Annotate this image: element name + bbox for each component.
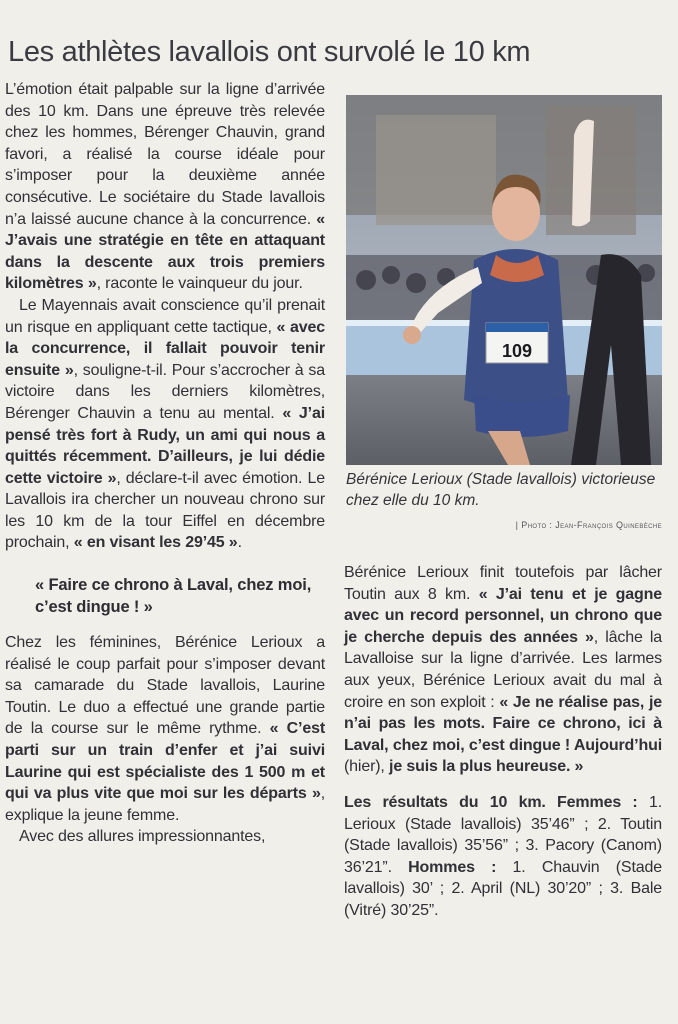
paragraph-women (5, 632, 325, 826)
body-text: , souligne-t-il. Pour s’accrocher à sa victoire dans les derniers kilomètres, Bérenger Chauvin a tenu au mental. (5, 361, 325, 422)
body-text: Bérénice Lerioux finit toutefois par lâcher Toutin aux 8 km. (344, 564, 662, 603)
paragraph-intro (5, 79, 325, 295)
bib-number: 109 (501, 341, 533, 361)
photo-caption: Bérénice Lerioux (Stade lavallois) victorieuse chez elle du 10 km. (346, 471, 656, 509)
paragraph-continued: Avec des allures impressionnantes, (19, 828, 266, 846)
body-text: L’émotion était palpable sur la ligne d’arrivée des 10 km. Dans une épreuve très relevée chez les hommes, Bérenger Chauvin, grand favori, a réalisé la course idéale pour s’imposer pour la deuxième année consécutive. Le sociétaire du Stade lavallois n’a laissé aucune chance à la concurrence. (5, 81, 325, 228)
quote-text: Les résultats du 10 km. Femmes : (344, 793, 638, 811)
body-text: , lâche la Lavalloise sur la ligne d’arrivée. Les larmes aux yeux, Bérénice Lerioux avait du mal à croire en son exploit : (344, 628, 662, 711)
article-column-left (5, 79, 325, 848)
runner-photo-illustration (346, 95, 662, 465)
photo-credit: | Photo : Jean-François Quinebèche (515, 520, 662, 530)
quote-text: « C’est parti sur un train d’enfer et j’ai suivi Laurine qui est spécialiste des 1 500 m et qui va plus vite que moi sur les départs » (5, 720, 326, 803)
quote-text: Hommes : (408, 858, 497, 876)
body-text: , explique la jeune femme. (5, 785, 325, 824)
results-paragraph (344, 792, 662, 922)
body-text: Le Mayennais avait conscience qu’il prenait un risque en appliquant cette tactique, (5, 296, 325, 336)
quote-text: je suis la plus heureuse. » (389, 758, 584, 776)
body-text: 1. Chauvin (Stade lavallois) 30’ ; 2. April (NL) 30’20” ; 3. Bale (Vitré) 30’25”. (344, 858, 662, 919)
body-text: . (237, 534, 242, 552)
quote-text: « Je ne réalise pas, je n’ai pas les mots. Faire ce chrono, ici à Laval, chez moi, c’est dingue ! Aujourd’hui (344, 693, 662, 754)
body-text: 1. Lerioux (Stade lavallois) 35’46” ; 2. Toutin (Stade lavallois) 35’56” ; 3. Pacory (Canom) 36’21”. (344, 793, 662, 876)
article-title: Les athlètes lavallois ont survolé le 10 km (8, 36, 531, 68)
body-text: Chez les féminines, Bérénice Lerioux a réalisé le coup parfait pour s’imposer devant sa camarade du Stade lavallois, Laurine Toutin. Le duo a effectué une grande partie de la course sur le même rythme. (5, 634, 325, 738)
article-column-right (344, 562, 662, 922)
article-photo (346, 95, 662, 465)
quote-text: « J’avais une stratégie en tête en attaquant dans la descente aux trois premiers kilomètres » (5, 210, 325, 293)
body-text: (hier), (344, 758, 390, 776)
body-text: , déclare-t-il avec émotion. Le Lavallois ira chercher un nouveau chrono sur les 10 km de la tour Eiffel en décembre prochain, (5, 469, 325, 552)
body-text: , raconte le vainqueur du jour. (96, 275, 303, 293)
quote-text: « J’ai pensé très fort à Rudy, un ami qui nous a quittés récemment. D’ailleurs, je lui dédie cette victoire » (5, 404, 325, 487)
subheading: « Faire ce chrono à Laval, chez moi, c’est dingue ! » (35, 576, 312, 617)
paragraph-record (344, 562, 662, 778)
quote-text: « en visant les 29’45 » (73, 534, 238, 552)
paragraph-tactics (5, 295, 325, 554)
quote-text: « J’ai tenu et je gagne avec un record personnel, un chrono que je cherche depuis des années » (344, 585, 662, 646)
quote-text: « avec la concurrence, il fallait pouvoir tenir ensuite » (5, 318, 325, 379)
